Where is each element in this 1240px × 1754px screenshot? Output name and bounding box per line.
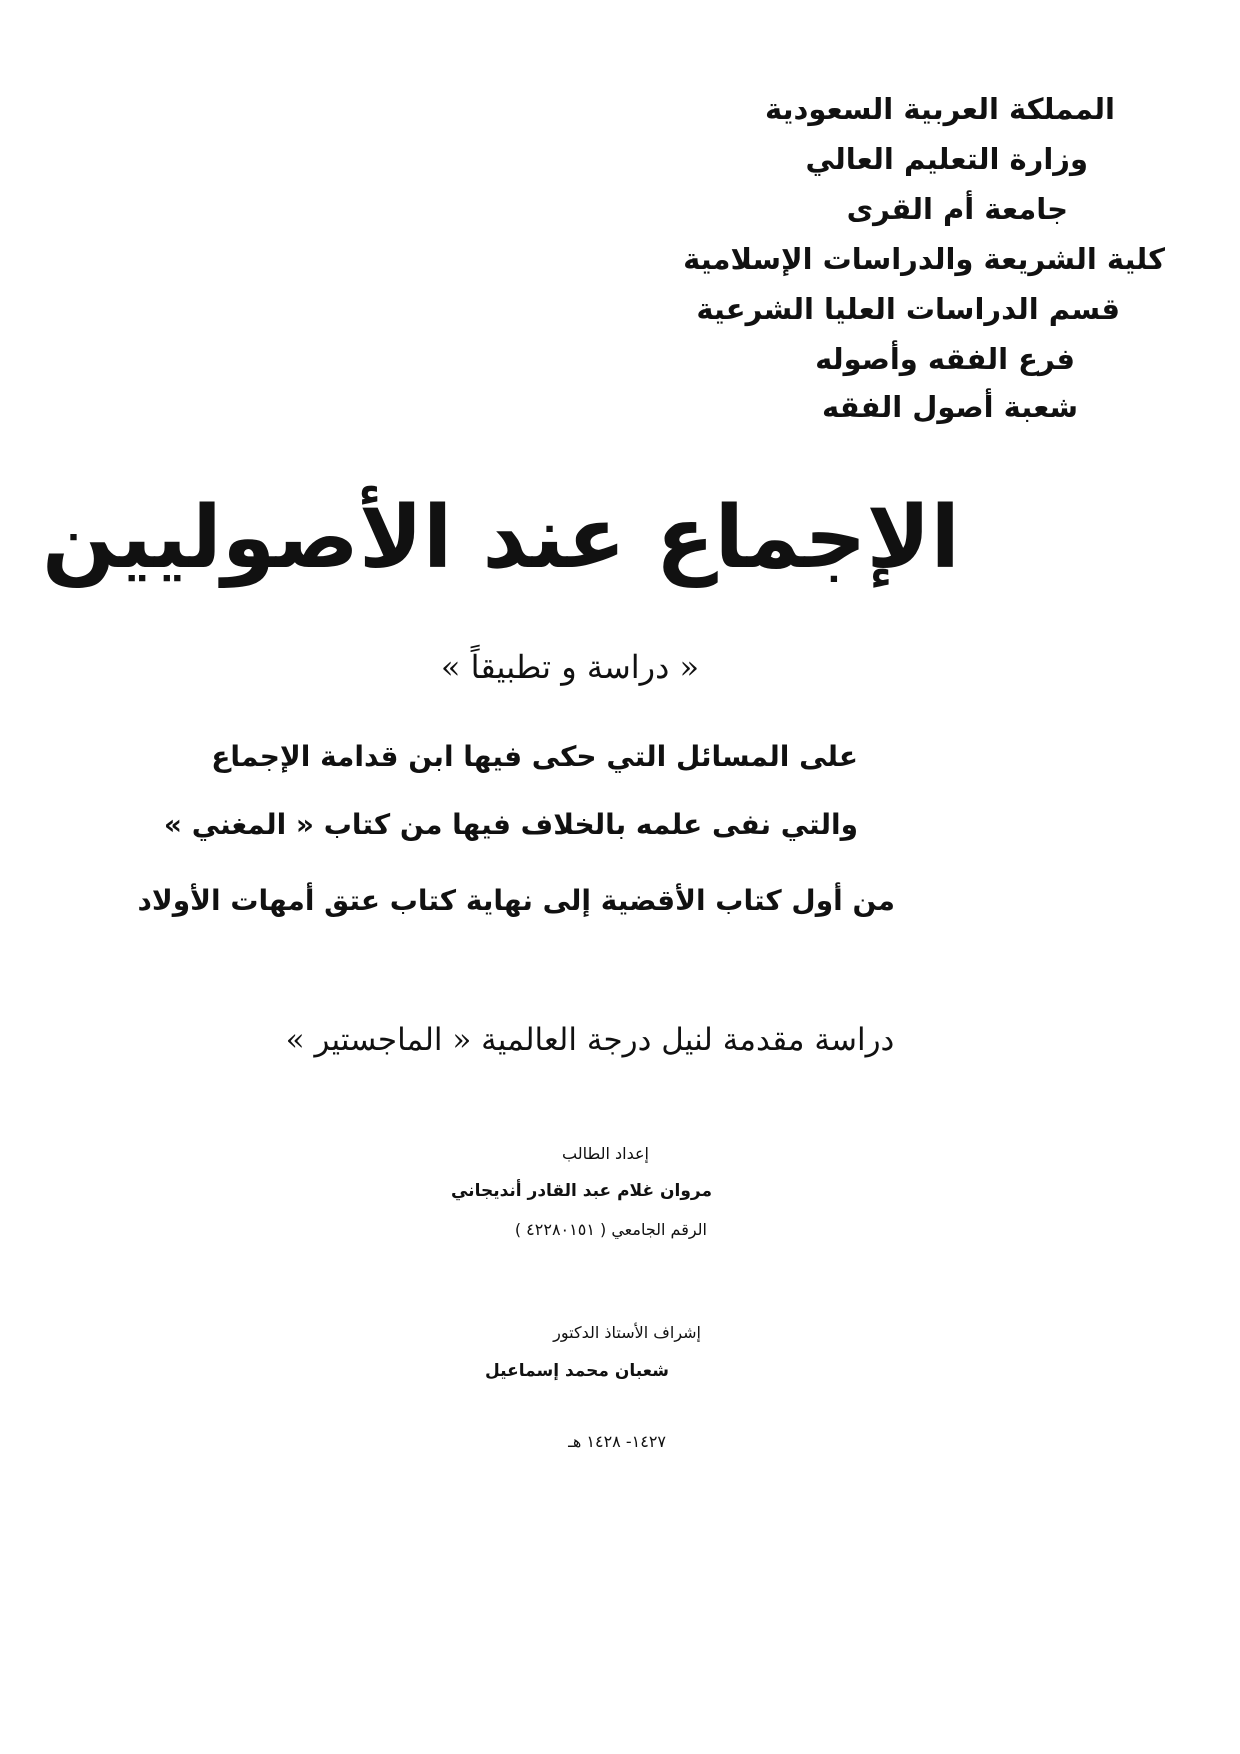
student-id: الرقم الجامعي ( ٤٢٢٨٠١٥١ ) <box>514 1220 707 1239</box>
header-line-college: كلية الشريعة والدراسات الإسلامية <box>683 242 1165 276</box>
supervisor-name: شعبان محمد إسماعيل <box>484 1361 669 1381</box>
student-label: إعداد الطالب <box>562 1144 649 1163</box>
supervisor-label: إشراف الأستاذ الدكتور <box>553 1323 701 1342</box>
academic-year: ١٤٢٧- ١٤٢٨ هـ <box>568 1432 666 1451</box>
scope-line-3: من أول كتاب الأقضية إلى نهاية كتاب عتق أمهات الأولاد <box>137 884 895 917</box>
header-line-university: جامعة أم القرى <box>846 192 1068 226</box>
scope-line-2: والتي نفى علمه بالخلاف فيها من كتاب « المغني » <box>163 808 858 841</box>
header-line-country: المملكة العربية السعودية <box>765 92 1115 126</box>
header-line-ministry: وزارة التعليم العالي <box>805 142 1088 176</box>
header-line-branch: فرع الفقه وأصوله <box>815 342 1075 376</box>
header-line-department: قسم الدراسات العليا الشرعية <box>696 292 1120 326</box>
student-name: مروان غلام عبد القادر أنديجاني <box>450 1181 712 1201</box>
thesis-subtitle: « دراسة و تطبيقاً » <box>440 648 700 686</box>
thesis-title: الإجماع عند الأصوليين <box>41 488 960 588</box>
header-line-section: شعبة أصول الفقه <box>822 390 1078 424</box>
degree-statement: دراسة مقدمة لنيل درجة العالمية « الماجستير » <box>285 1022 895 1058</box>
scope-line-1: على المسائل التي حكى فيها ابن قدامة الإجماع <box>211 740 858 773</box>
